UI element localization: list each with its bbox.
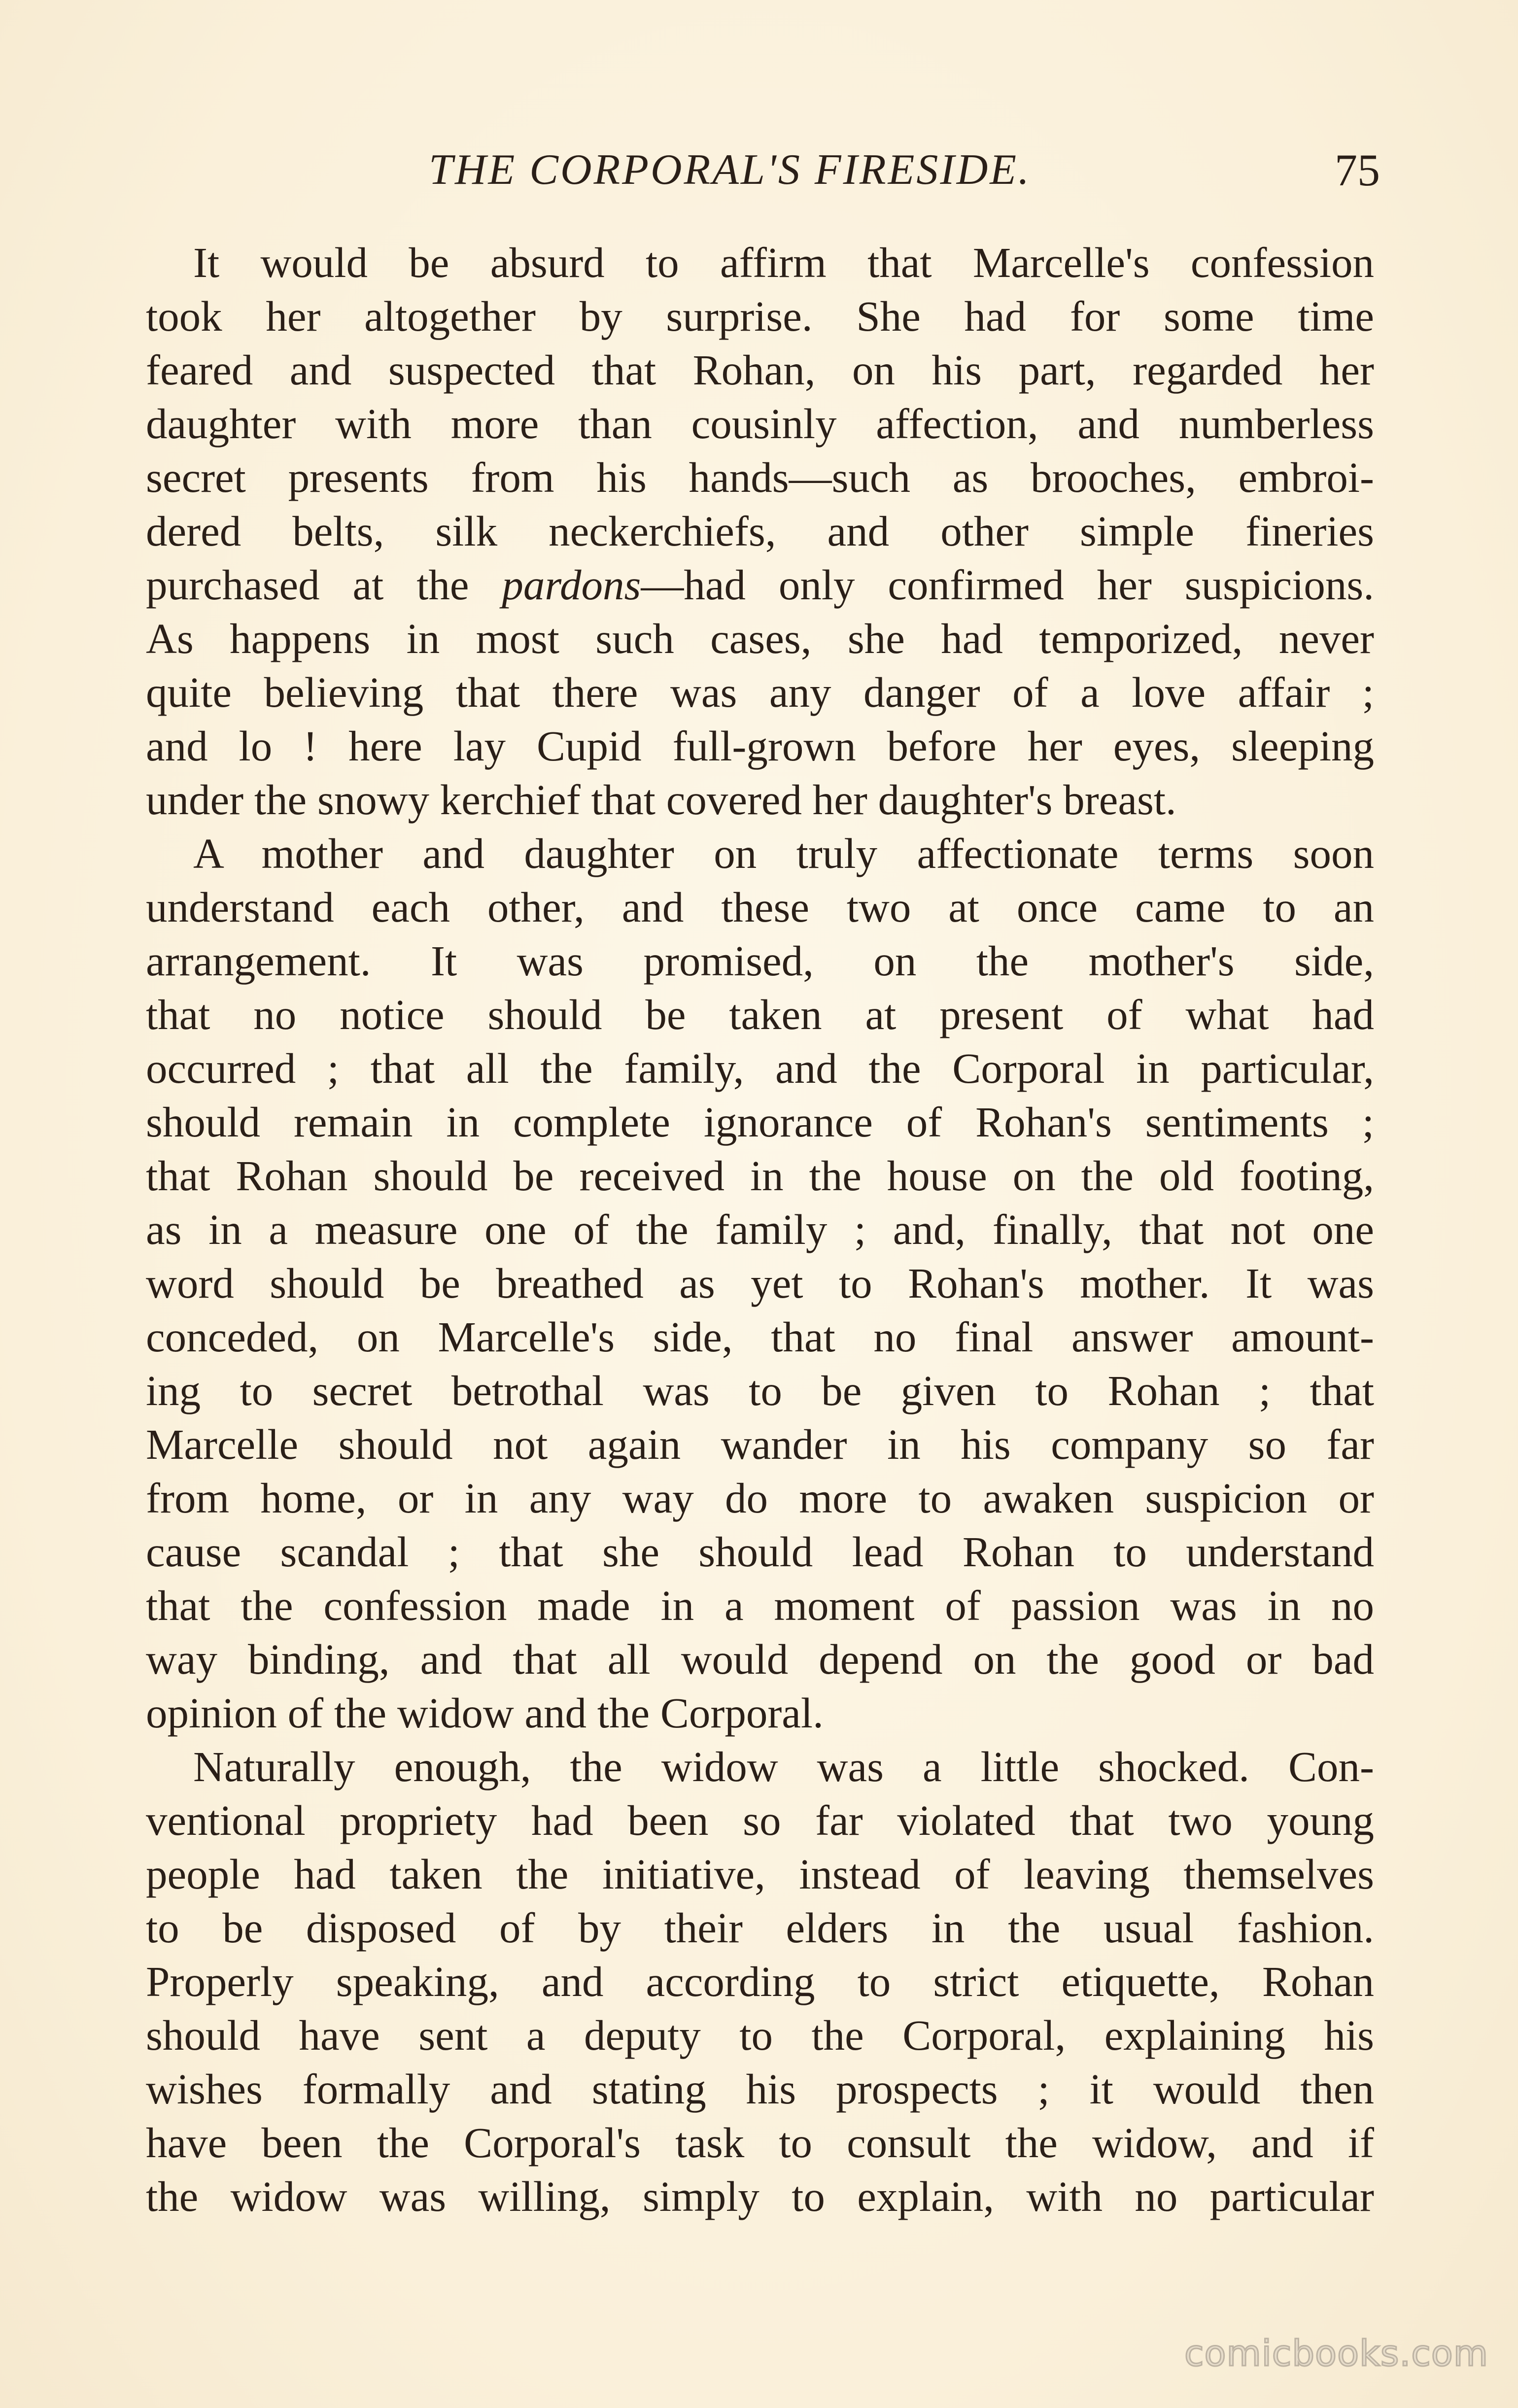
text-line: quite believing that there was any danger of a love affair ; — [146, 668, 1374, 716]
text-line: dered belts, silk neckerchiefs, and other simple fineries — [146, 507, 1374, 555]
text-line: arrangement. It was promised, on the mother's side, — [146, 937, 1374, 985]
italic-word: pardons — [502, 561, 641, 609]
text-line: ventional propriety had been so far violated that two young — [146, 1796, 1374, 1844]
text-line: occurred ; that all the family, and the Corporal in particular, — [146, 1044, 1374, 1092]
text-line: that no notice should be taken at present of what had — [146, 991, 1374, 1038]
text-line: feared and suspected that Rohan, on his part, regarded her — [146, 346, 1374, 394]
text-line: word should be breathed as yet to Rohan's mother. It was — [146, 1259, 1374, 1307]
text-line: purchased at the pardons—had only confirmed her suspicions. — [146, 561, 1374, 609]
text-line: Naturally enough, the widow was a little shocked. Con- — [193, 1743, 1374, 1790]
text-line: way binding, and that all would depend on the good or bad — [146, 1635, 1374, 1683]
page-number: 75 — [1335, 145, 1380, 195]
watermark-text: comicbooks.com — [1184, 2333, 1488, 2374]
text-line: daughter with more than cousinly affection, and numberless — [146, 400, 1374, 447]
text-line: as in a measure one of the family ; and, finally, that not one — [146, 1205, 1374, 1253]
text-line: Marcelle should not again wander in his company so far — [146, 1420, 1374, 1468]
text-line: should remain in complete ignorance of Rohan's sentiments ; — [146, 1098, 1374, 1146]
text-line: under the snowy kerchief that covered her daughter's breast. — [146, 776, 1176, 824]
text-line: took her altogether by surprise. She had for some time — [146, 292, 1374, 340]
text-line: to be disposed of by their elders in the usual fashion. — [146, 1904, 1374, 1952]
text-line: ing to secret betrothal was to be given to Rohan ; that — [146, 1367, 1374, 1414]
text-line: conceded, on Marcelle's side, that no final answer amount- — [146, 1313, 1374, 1361]
text-line: opinion of the widow and the Corporal. — [146, 1689, 824, 1737]
text-line: cause scandal ; that she should lead Rohan to understand — [146, 1528, 1374, 1576]
text-line: Properly speaking, and according to strict etiquette, Rohan — [146, 1958, 1374, 2005]
text-line: understand each other, and these two at once came to an — [146, 883, 1374, 931]
body-text — [146, 236, 1374, 2223]
text-line: As happens in most such cases, she had temporized, never — [146, 615, 1374, 662]
text-line: have been the Corporal's task to consult the widow, and if — [146, 2119, 1374, 2167]
text-line: It would be absurd to affirm that Marcelle's confession — [193, 239, 1374, 286]
text-line: that Rohan should be received in the house on the old footing, — [146, 1152, 1374, 1200]
running-head-title: THE CORPORAL'S FIRESIDE. — [429, 146, 1031, 194]
text-line: A mother and daughter on truly affectionate terms soon — [193, 829, 1374, 877]
text-line: should have sent a deputy to the Corporal, explaining his — [146, 2011, 1374, 2059]
text-line: that the confession made in a moment of passion was in no — [146, 1582, 1374, 1629]
text-line: the widow was willing, simply to explain, with no particular — [146, 2172, 1374, 2220]
text-line: from home, or in any way do more to awaken suspicion or — [146, 1474, 1374, 1522]
text-line: wishes formally and stating his prospects ; it would then — [146, 2065, 1374, 2113]
text-line: people had taken the initiative, instead of leaving themselves — [146, 1850, 1374, 1898]
text-line: and lo ! here lay Cupid full-grown before her eyes, sleeping — [146, 722, 1374, 770]
text-line: secret presents from his hands—such as brooches, embroi- — [146, 453, 1374, 501]
